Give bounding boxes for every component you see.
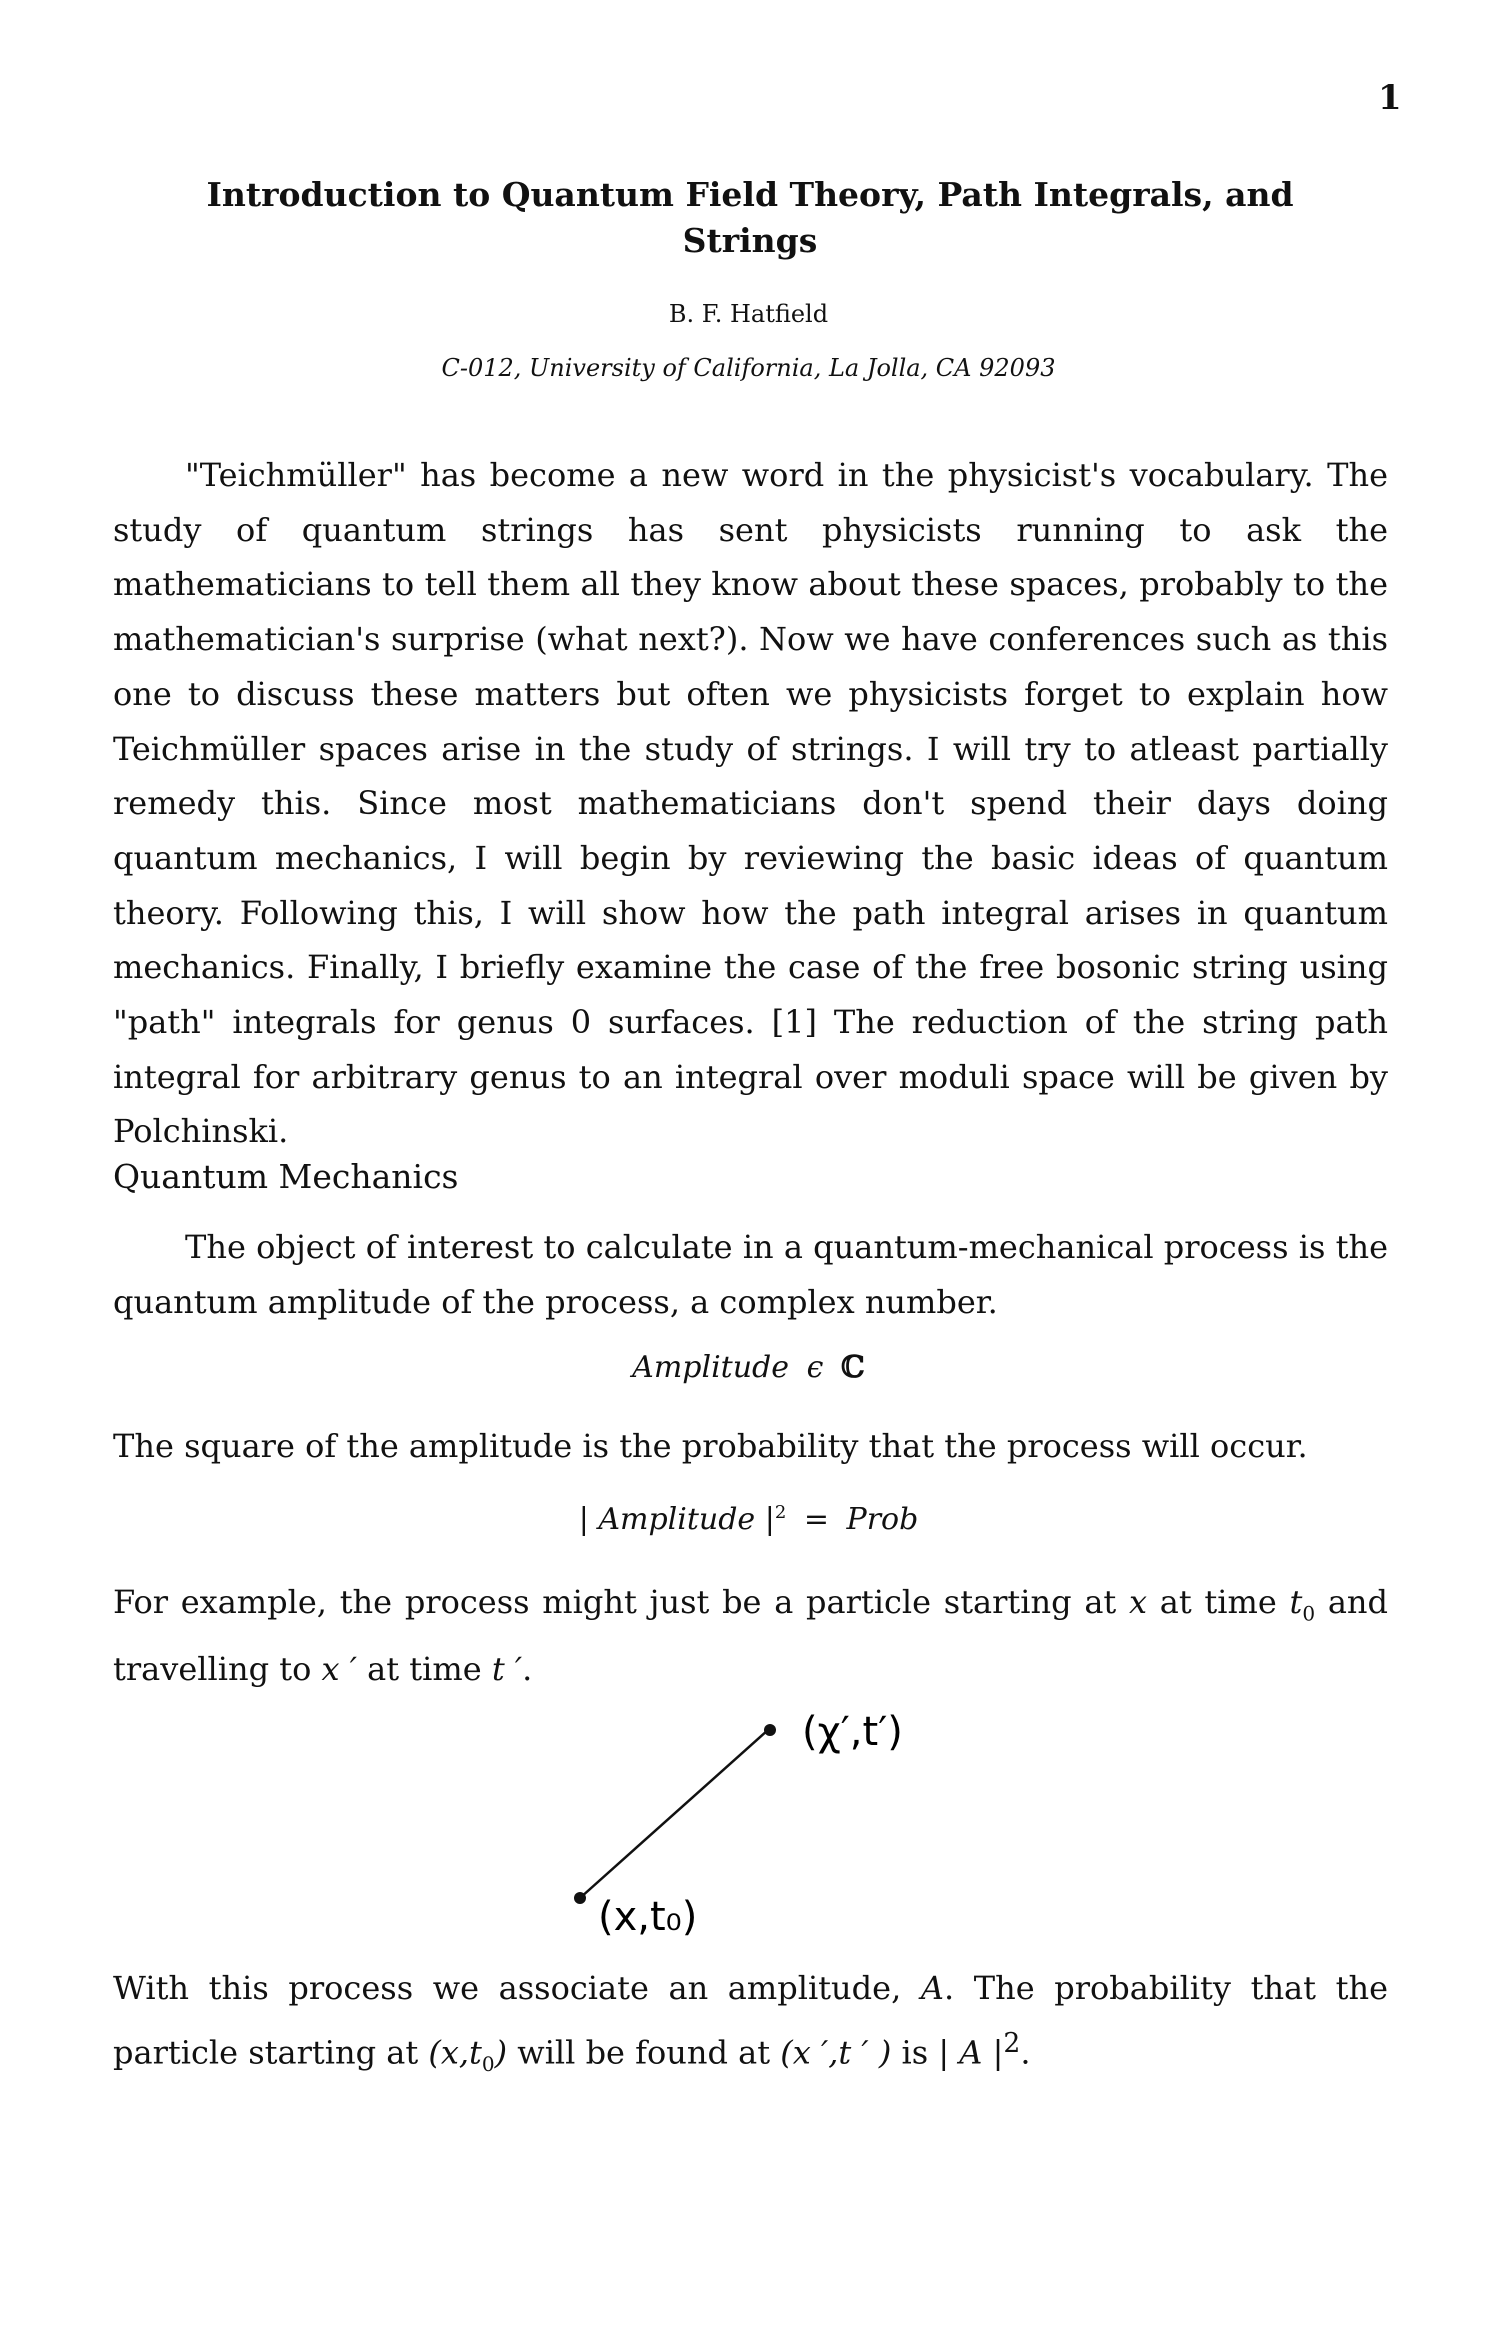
start-point [574,1892,586,1904]
last-paragraph [113,1960,1388,2092]
ex-part1: For example, the process might just be a particle starting at [113,1583,1129,1621]
path-line [580,1730,768,1898]
eq2-sup: 2 [774,1502,787,1523]
last-part2: . The probability that the particle starting at [113,1969,1388,2072]
ex-x: x [1129,1583,1148,1621]
ex-part3: and travelling to [113,1583,1389,1689]
ex-t: t [1289,1583,1303,1621]
page-number: 1 [1378,78,1402,118]
last-absA: | A | [938,2033,1004,2072]
ex-tprime: t ′ [491,1650,523,1689]
example-paragraph [113,1574,1388,1697]
ex-xprime: x ′ [321,1650,357,1689]
intro-paragraph: "Teichmüller" has become a new word in the physicist's vocabulary. The study of quantum strings has sent physicists running to ask the mathematicians to tell them all they know about these spaces, probably to the mathematician's surprise (what next?). Now we have conferences such as this one to discuss these matters but often we physicists forget to explain how Teichmüller spaces arise in the study of strings. I will try to atleast partially remedy this. Since most mathematicians don't spend their days doing quantum mechanics, I will begin by reviewing the basic ideas of quantum theory. Following this, I will show how the path integral arises in quantum mechanics. Finally, I briefly examine the case of the free bosonic string using "path" integrals for genus 0 surfaces. [1] The reduction of the string path integral for arbitrary genus to an integral over moduli space will be given by Polchinski. [113,456,1388,1151]
ex-part5: . [522,1650,533,1689]
last-start: (x,t [428,2033,482,2072]
last-end: (x ′,t ′ ) [780,2033,892,2072]
particle-path-figure [540,1700,1060,1950]
ex-part4: at time [357,1650,492,1689]
last-part1: With this process we associate an amplitude, [113,1969,921,2007]
eq1-lhs: Amplitude [632,1350,790,1385]
equation-probability [0,1502,1497,1537]
last-part3: will be found at [507,2033,781,2072]
ex-t-sub: 0 [1302,1601,1316,1626]
affiliation: C-012, University of California, La Jolla, CA 92093 [441,354,1056,382]
section-heading: Quantum Mechanics [113,1157,459,1196]
last-start-close: ) [494,2033,508,2072]
end-label: (χ′,t′) [802,1709,903,1755]
end-point [764,1724,776,1736]
author: B. F. Hatfield [668,300,829,328]
last-start-sub: 0 [481,2052,495,2077]
qm-paragraph: The object of interest to calculate in a quantum-mechanical process is the quantum amplitude of the process, a complex number. [113,1228,1388,1321]
eq1-rhs: ℂ [840,1350,865,1385]
last-part4: is [891,2033,939,2072]
paper-title: Introduction to Quantum Field Theory, Path Integrals, and Strings [206,175,1294,260]
last-A: A [920,1969,944,2007]
start-label: (x,t₀) [598,1894,698,1940]
last-sup: 2 [1003,2028,1021,2059]
eq2-op: = [803,1502,829,1537]
eq2-lhs: | Amplitude | [578,1502,775,1537]
equation-amplitude-complex [0,1350,1497,1385]
eq1-op: ϵ [806,1350,824,1385]
last-part5: . [1020,2033,1031,2072]
eq2-rhs: Prob [846,1502,919,1537]
ex-part2: at time [1147,1583,1290,1621]
square-sentence: The square of the amplitude is the probability that the process will occur. [113,1427,1308,1465]
